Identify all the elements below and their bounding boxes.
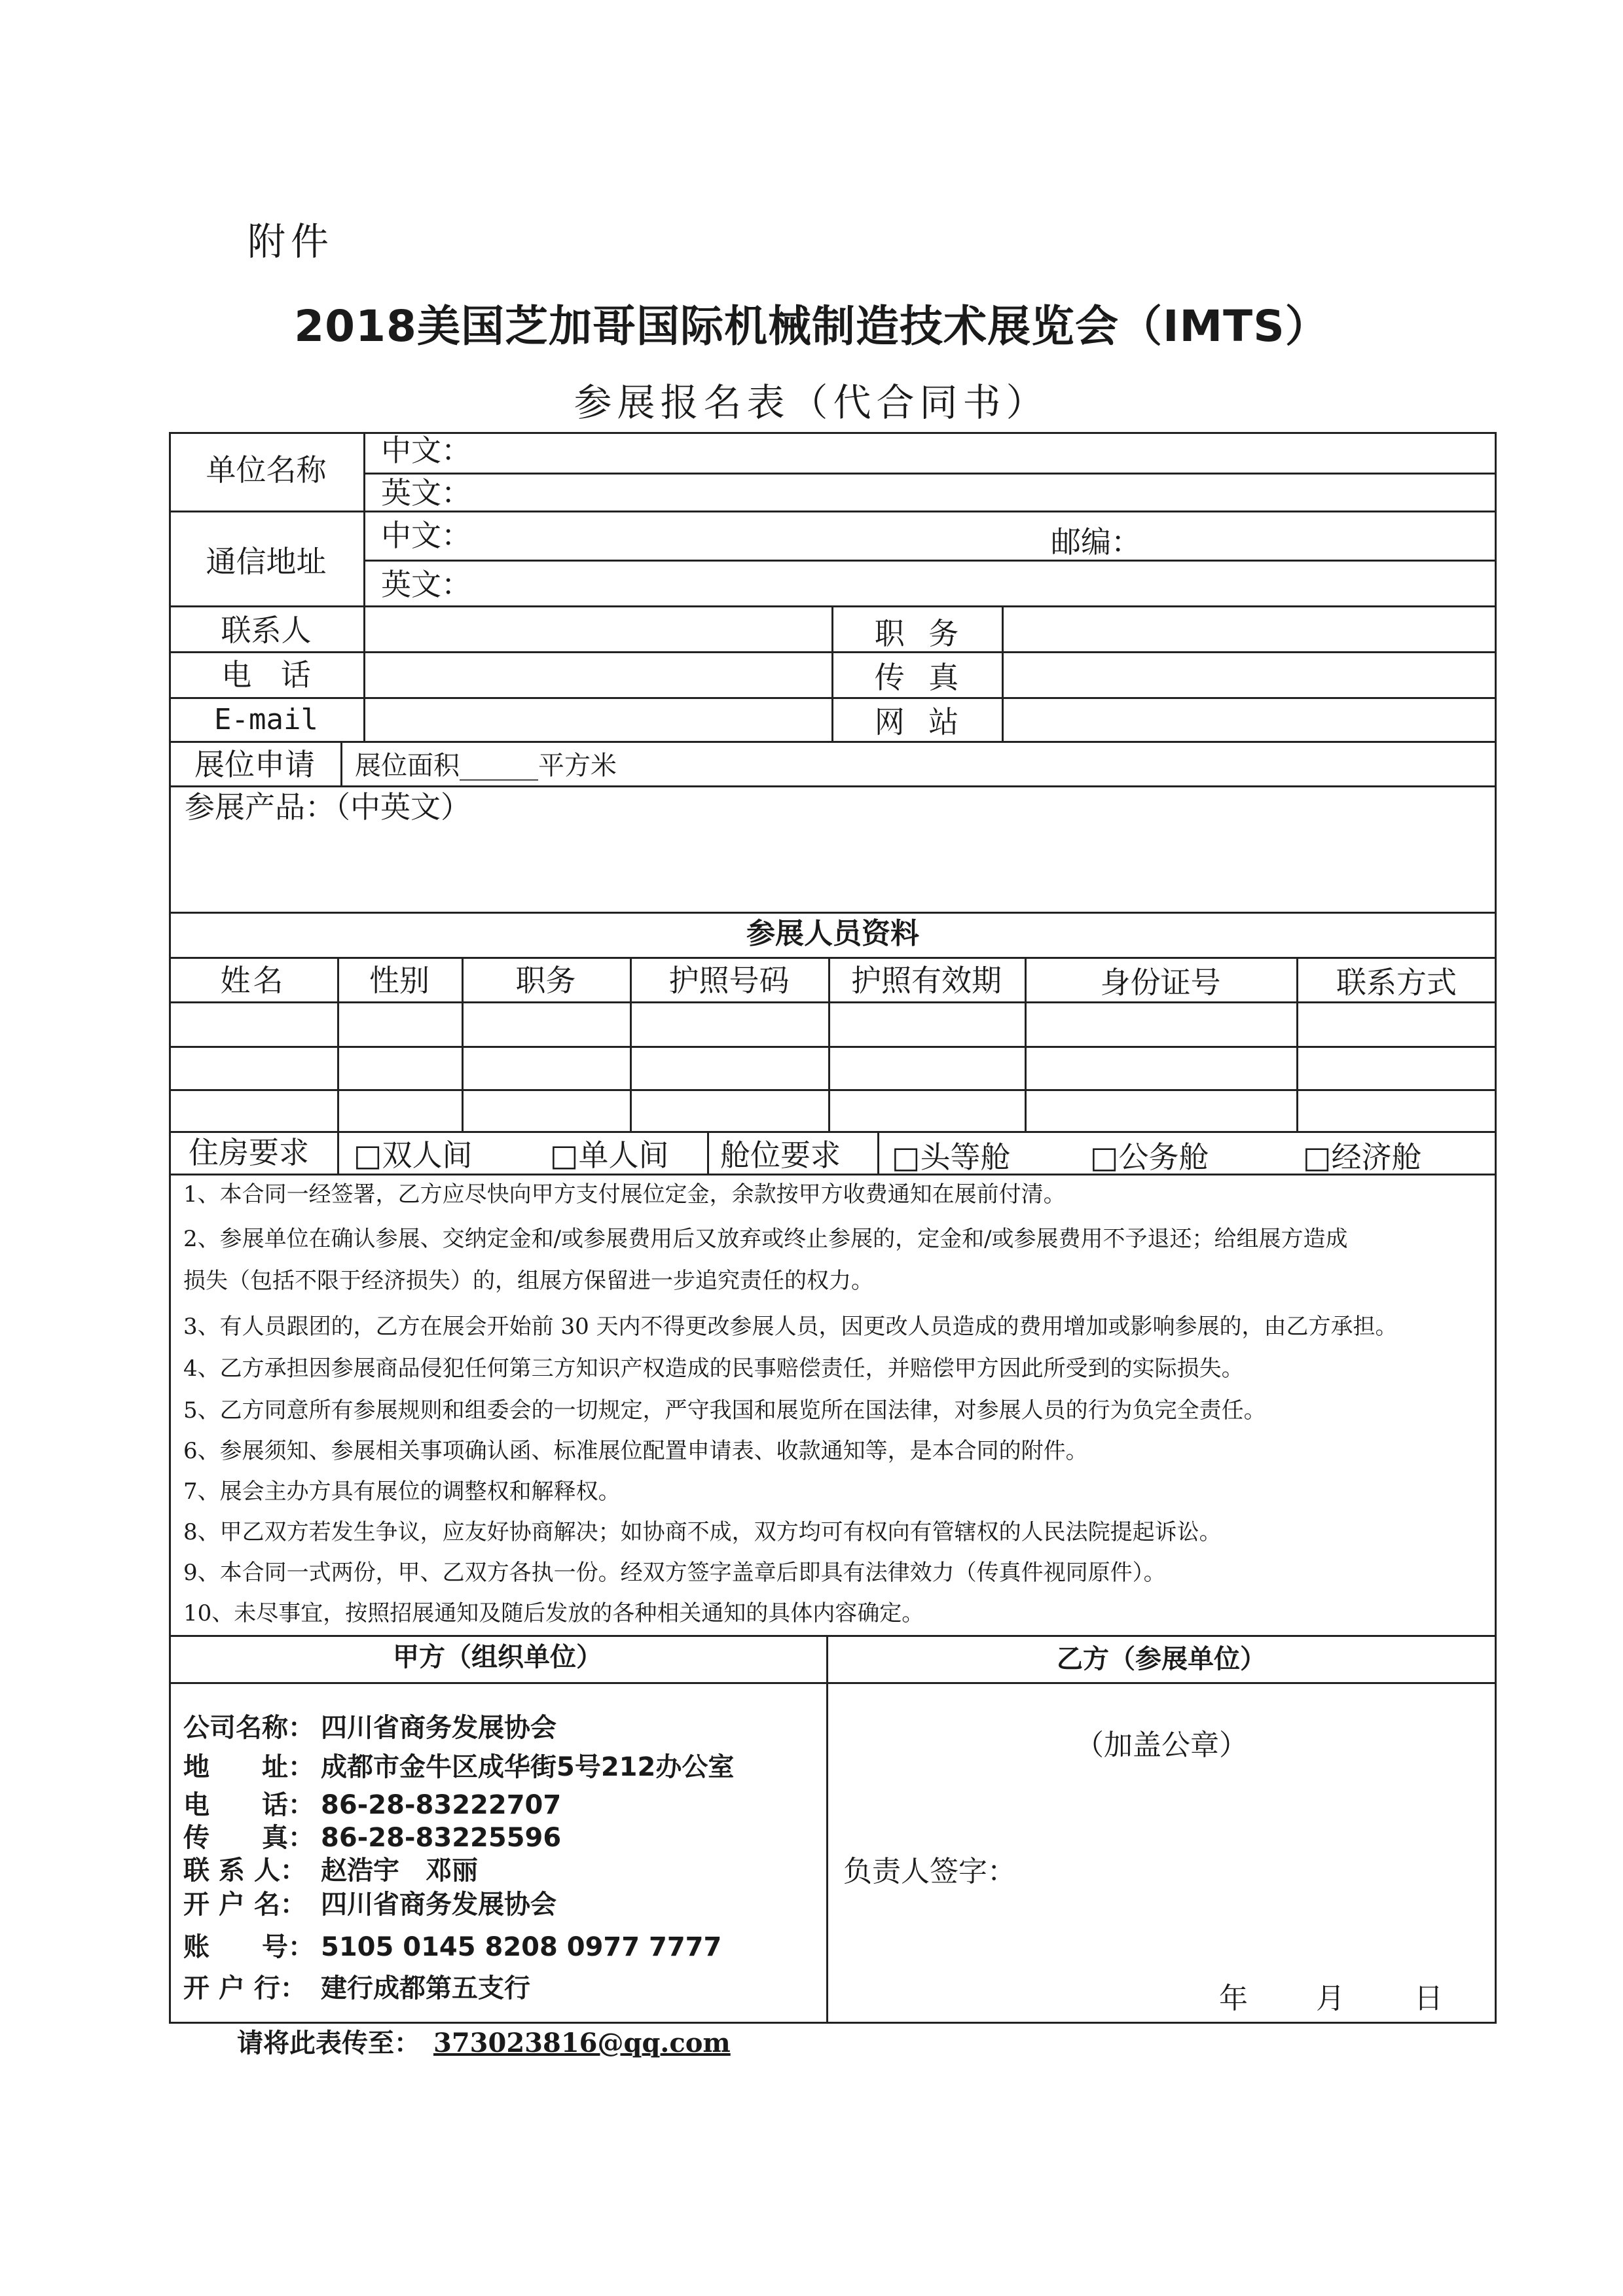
party-a-bank-label: 开 户 行：	[183, 1973, 306, 2003]
party-b-header: 乙方（参展单位）	[1057, 1644, 1266, 1674]
booth-area-text: 展位面积______平方米	[355, 751, 617, 781]
position-label: 职 务	[874, 616, 959, 651]
col-header-name: 姓名	[220, 963, 286, 998]
address-cn-label: 中文：	[381, 518, 471, 553]
party-a-account-no-value: 5105 0145 8208 0977 7777	[321, 1932, 722, 1962]
party-a-phone-label: 电 话：	[183, 1790, 314, 1820]
website-label: 网 站	[874, 704, 959, 740]
col-header-gender: 性别	[369, 963, 429, 998]
party-b-month-label: 月	[1316, 1982, 1345, 2015]
col-header-passport-no: 护照号码	[668, 963, 790, 998]
cabin-business-option[interactable]: □公务舱	[1090, 1139, 1209, 1175]
col-header-position: 职务	[515, 963, 576, 998]
party-b-day-label: 日	[1414, 1982, 1443, 2015]
attachment-label: 附件	[247, 219, 335, 264]
term-7: 7、展会主办方具有展位的调整权和解释权。	[183, 1479, 621, 1505]
room-single-option[interactable]: □单人间	[550, 1138, 669, 1173]
term-5: 5、乙方同意所有参展规则和组委会的一切规定，严守我国和展览所在国法律，对参展人员的行为负完全责任。	[183, 1397, 1266, 1424]
party-a-contact-value: 赵浩宇 邓丽	[321, 1856, 478, 1886]
party-a-account-no-label: 账 号：	[183, 1932, 314, 1962]
contact-person-label: 联系人	[221, 613, 312, 648]
term-4: 4、乙方承担因参展商品侵犯任何第三方知识产权造成的民事赔偿责任，并赔偿甲方因此所受到的实际损失。	[183, 1355, 1244, 1382]
term-3: 3、有人员跟团的，乙方在展会开始前 30 天内不得更改参展人员，因更改人员造成的费用增加或影响参展的，由乙方承担。	[183, 1314, 1398, 1340]
products-label: 参展产品：（中英文）	[185, 789, 471, 825]
party-a-fax-value: 86-28-83225596	[321, 1823, 562, 1853]
term-6: 6、参展须知、参展相关事项确认函、标准展位配置申请表、收款通知等，是本合同的附件。	[183, 1438, 1088, 1464]
footer-email-link[interactable]: 373023816@qq.com	[433, 2028, 731, 2058]
party-b-year-label: 年	[1219, 1982, 1248, 2015]
email-label: E-mail	[214, 703, 318, 736]
term-8: 8、甲乙双方若发生争议，应友好协商解决；如协商不成，双方均可有权向有管辖权的人民法院提起诉讼。	[183, 1519, 1222, 1545]
term-9: 9、本合同一式两份，甲、乙双方各执一份。经双方签字盖章后即具有法律效力（传真件视同原件）。	[183, 1560, 1166, 1586]
booth-label: 展位申请	[194, 747, 315, 782]
document-title: 2018美国芝加哥国际机械制造技术展览会（IMTS）	[294, 301, 1329, 351]
fax-label: 传 真	[874, 660, 959, 695]
party-a-address-label: 地 址：	[183, 1752, 314, 1782]
phone-label: 电 话	[221, 657, 311, 692]
party-b-seal-note: （加盖公章）	[1075, 1729, 1248, 1762]
party-a-phone-value: 86-28-83222707	[321, 1790, 562, 1820]
col-header-contact: 联系方式	[1336, 965, 1457, 1000]
cabin-requirement-label: 舱位要求	[720, 1138, 841, 1173]
party-a-company-value: 四川省商务发展协会	[321, 1713, 556, 1743]
party-a-address-value: 成都市金牛区成华街5号212办公室	[321, 1752, 735, 1782]
personnel-section-title: 参展人员资料	[746, 917, 919, 950]
party-a-company-label: 公司名称：	[183, 1713, 314, 1743]
room-requirement-label: 住房要求	[189, 1135, 309, 1170]
term-2-cont: 损失（包括不限于经济损失）的，组展方保留进一步追究责任的权力。	[183, 1268, 873, 1294]
party-a-account-name-value: 四川省商务发展协会	[321, 1890, 556, 1920]
company-name-label: 单位名称	[206, 452, 327, 488]
term-10: 10、未尽事宜，按照招展通知及随后发放的各种相关通知的具体内容确定。	[183, 1600, 924, 1626]
zip-code-label: 邮编：	[1051, 524, 1141, 560]
footer-send-label: 请将此表传至：	[237, 2028, 420, 2058]
party-b-signature-label: 负责人签字：	[843, 1855, 1016, 1888]
room-double-option[interactable]: □双人间	[354, 1138, 473, 1173]
cabin-first-option[interactable]: □头等舱	[892, 1139, 1011, 1175]
company-name-cn-label: 中文：	[381, 433, 471, 468]
address-label: 通信地址	[206, 544, 327, 579]
address-en-label: 英文：	[381, 567, 471, 602]
party-a-bank-value: 建行成都第五支行	[321, 1973, 530, 2003]
party-a-fax-label: 传 真：	[183, 1823, 314, 1853]
party-a-account-name-label: 开 户 名：	[183, 1890, 306, 1920]
cabin-economy-option[interactable]: □经济舱	[1303, 1139, 1422, 1175]
company-name-en-label: 英文：	[381, 475, 471, 511]
document-subtitle: 参展报名表（代合同书）	[574, 380, 1049, 425]
term-1: 1、本合同一经签署，乙方应尽快向甲方支付展位定金，余款按甲方收费通知在展前付清。	[183, 1181, 1066, 1208]
party-a-header: 甲方（组织单位）	[393, 1642, 602, 1672]
col-header-id-no: 身份证号	[1100, 965, 1221, 1000]
term-2: 2、参展单位在确认参展、交纳定金和/或参展费用后又放弃或终止参展的，定金和/或参展费用不予退还；给组展方造成	[183, 1226, 1348, 1252]
col-header-passport-expiry: 护照有效期	[851, 963, 1002, 998]
party-a-contact-label: 联 系 人：	[183, 1856, 306, 1886]
